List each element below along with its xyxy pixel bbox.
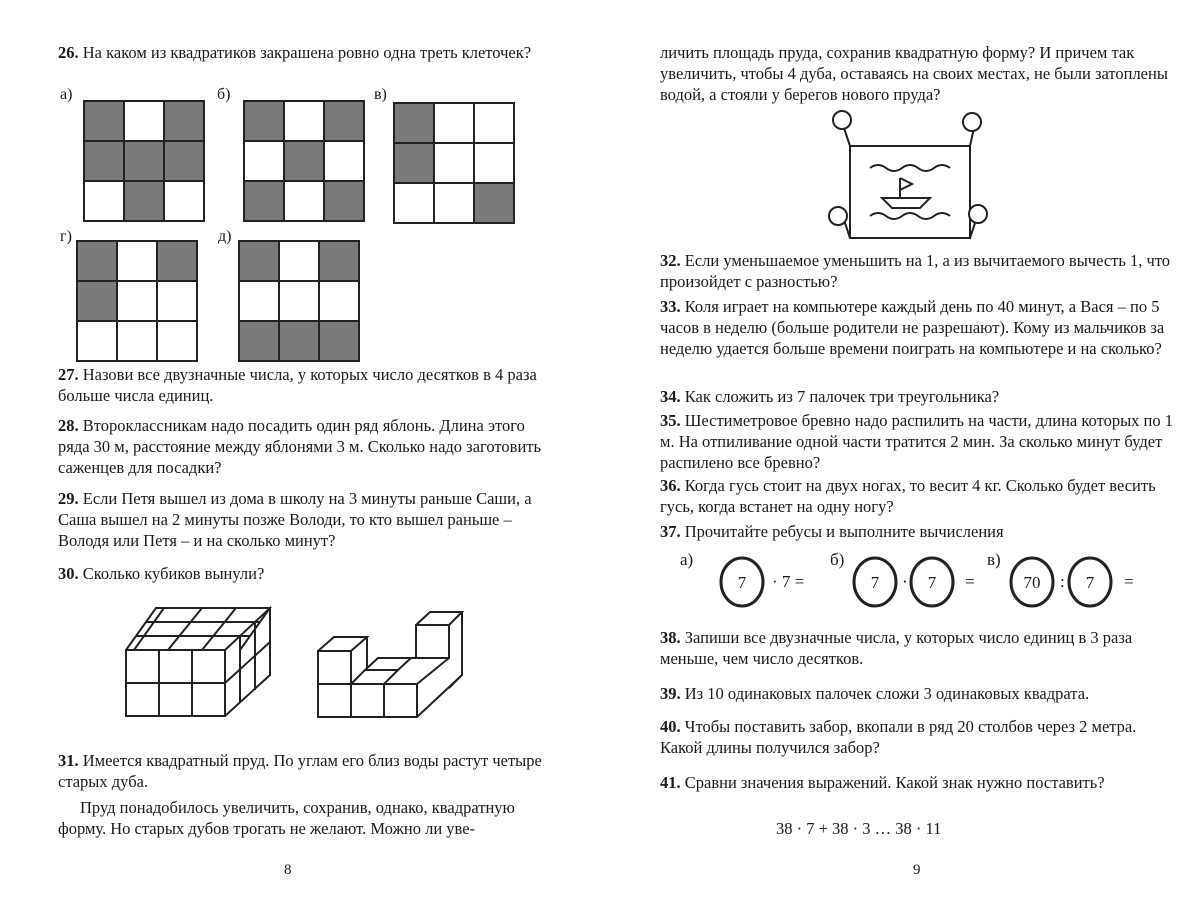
grid-option-d xyxy=(238,240,360,362)
shaded-cell xyxy=(319,241,359,281)
question-text: Чтобы поставить забор, вкопали в ряд 20 столбов через 2 метра. Какой длины получился забор? xyxy=(660,717,1137,757)
shaded-cell xyxy=(279,321,319,361)
question-text: Сравни значения выражений. Какой знак нужно поставить? xyxy=(684,773,1105,792)
question-number: 36. xyxy=(660,476,681,495)
shaded-cell xyxy=(124,181,164,221)
grid-option-a xyxy=(83,100,205,222)
question-26 xyxy=(58,42,548,63)
empty-cell xyxy=(434,103,474,143)
rebus-label-b: б) xyxy=(830,550,845,569)
option-label-g: г) xyxy=(60,228,72,245)
question-text: Второклассникам надо посадить один ряд яблонь. Длина этого ряда 30 м, расстояние между яблонями 3 м. Сколько надо заготовить саженцев для посадки? xyxy=(58,416,542,477)
rebus-operator: = xyxy=(965,572,975,591)
shaded-cell xyxy=(239,321,279,361)
shaded-cell xyxy=(164,101,204,141)
question-36 xyxy=(660,475,1180,517)
question-number: 29. xyxy=(58,489,79,508)
pond-illustration xyxy=(820,108,990,248)
question-text: Коля играет на компьютере каждый день по 40 минут, а Вася – по 5 часов в неделю (больше родители не разрешают). Кому из мальчиков за неделю удается больше времени поиграть на компьютере и на сколько? xyxy=(660,297,1165,358)
question-text: На каком из квадратиков закрашена ровно одна треть клеточек? xyxy=(82,43,532,62)
shaded-cell xyxy=(84,101,124,141)
question-27 xyxy=(58,364,548,406)
question-38 xyxy=(660,627,1180,669)
empty-cell xyxy=(319,281,359,321)
empty-cell xyxy=(164,181,204,221)
grid-option-b xyxy=(243,100,365,222)
question-number: 40. xyxy=(660,717,681,736)
question-31-continued: Пруд понадобилось увеличить, сохранив, однако, квадратную форму. Но старых дубов трогать не желают. Можно ли уве- xyxy=(58,798,515,838)
empty-cell xyxy=(284,181,324,221)
empty-cell xyxy=(324,141,364,181)
question-35 xyxy=(660,410,1180,473)
shaded-cell xyxy=(324,181,364,221)
rebus-circle-value: 70 xyxy=(1023,573,1041,592)
shaded-cell xyxy=(244,101,284,141)
option-label-d: д) xyxy=(218,228,232,245)
empty-cell xyxy=(239,281,279,321)
option-label-v: в) xyxy=(374,86,387,103)
shaded-cell xyxy=(124,141,164,181)
question-number: 34. xyxy=(660,387,681,406)
question-37 xyxy=(660,521,1180,542)
empty-cell xyxy=(157,321,197,361)
empty-cell xyxy=(474,143,514,183)
question-text: Прочитайте ребусы и выполните вычисления xyxy=(684,522,1004,541)
question-number: 26. xyxy=(58,43,79,62)
question-number: 41. xyxy=(660,773,681,792)
grid-option-g xyxy=(76,240,198,362)
rebus-operator: : xyxy=(1060,572,1065,591)
question-34 xyxy=(660,386,1180,407)
page-number-right: 9 xyxy=(913,862,921,878)
rebus-circle-value: 7 xyxy=(1085,573,1095,592)
question-40 xyxy=(660,716,1180,758)
rebus-circle-value: 7 xyxy=(927,573,937,592)
question-number: 39. xyxy=(660,684,681,703)
empty-cell xyxy=(77,321,117,361)
empty-cell xyxy=(474,103,514,143)
question-41 xyxy=(660,772,1180,793)
question-39 xyxy=(660,683,1180,704)
grid-option-v xyxy=(393,102,515,224)
question-text: Как сложить из 7 палочек три треугольника? xyxy=(684,387,1000,406)
question-text: Если Петя вышел из дома в школу на 3 минуты раньше Саши, а Саша вышел на 2 минуты позже Володи, то кто вышел раньше – Володя или Петя – и на сколько минут? xyxy=(58,489,532,550)
question-41-expression: 38 · 7 + 38 · 3 … 38 · 11 xyxy=(776,819,942,838)
rebus-label-a: а) xyxy=(680,550,694,569)
empty-cell xyxy=(244,141,284,181)
shaded-cell xyxy=(284,141,324,181)
empty-cell xyxy=(279,241,319,281)
shaded-cell xyxy=(474,183,514,223)
empty-cell xyxy=(434,183,474,223)
question-number: 37. xyxy=(660,522,681,541)
question-text: Шестиметровое бревно надо распилить на части, длина которых по 1 м. На отпиливание одной части тратится 2 мин. За сколько минут будет распилено все бревно? xyxy=(660,411,1173,472)
empty-cell xyxy=(434,143,474,183)
empty-cell xyxy=(124,101,164,141)
rebus-circle-value: 7 xyxy=(870,573,880,592)
question-number: 33. xyxy=(660,297,681,316)
empty-cell xyxy=(279,281,319,321)
cubes-illustration xyxy=(110,600,480,725)
question-32 xyxy=(660,250,1180,292)
question-number: 32. xyxy=(660,251,681,270)
question-text: Назови все двузначные числа, у которых число десятков в 4 раза больше числа единиц. xyxy=(58,365,537,405)
empty-cell xyxy=(117,281,157,321)
rebus-operator: · xyxy=(902,572,908,591)
empty-cell xyxy=(394,183,434,223)
question-number: 35. xyxy=(660,411,681,430)
shaded-cell xyxy=(164,141,204,181)
question-text: Если уменьшаемое уменьшить на 1, а из вычитаемого вычесть 1, что произойдет с разностью? xyxy=(660,251,1171,291)
shaded-cell xyxy=(394,103,434,143)
shaded-cell xyxy=(84,141,124,181)
shaded-cell xyxy=(157,241,197,281)
empty-cell xyxy=(157,281,197,321)
shaded-cell xyxy=(244,181,284,221)
shaded-cell xyxy=(324,101,364,141)
rebus-circle-value: 7 xyxy=(737,573,747,592)
question-31 xyxy=(58,750,548,792)
rebus-expression: · 7 = xyxy=(772,572,805,591)
page-number-left: 8 xyxy=(284,862,292,878)
question-number: 27. xyxy=(58,365,79,384)
empty-cell xyxy=(117,321,157,361)
shaded-cell xyxy=(239,241,279,281)
question-33 xyxy=(660,296,1180,359)
question-31-tail: личить площадь пруда, сохранив квадратную форму? И причем так увеличить, чтобы 4 дуба, оставаясь на своих местах, не были затоплены водой, а стояли у берегов нового пруда? xyxy=(660,43,1168,104)
question-text: Из 10 одинаковых палочек сложи 3 одинаковых квадрата. xyxy=(684,684,1090,703)
question-text: Когда гусь стоит на двух ногах, то весит 4 кг. Сколько будет весить гусь, когда встанет на одну ногу? xyxy=(660,476,1156,516)
empty-cell xyxy=(84,181,124,221)
option-label-b: б) xyxy=(217,86,231,103)
question-text: Запиши все двузначные числа, у которых число единиц в 3 раза меньше, чем число десятков. xyxy=(660,628,1133,668)
question-text: Сколько кубиков вынули? xyxy=(82,564,265,583)
empty-cell xyxy=(117,241,157,281)
question-number: 30. xyxy=(58,564,79,583)
shaded-cell xyxy=(394,143,434,183)
rebus-operator: = xyxy=(1124,572,1134,591)
shaded-cell xyxy=(77,281,117,321)
empty-cell xyxy=(284,101,324,141)
shaded-cell xyxy=(319,321,359,361)
question-29 xyxy=(58,488,548,551)
rebus-label-c: в) xyxy=(987,550,1001,569)
question-number: 28. xyxy=(58,416,79,435)
question-28 xyxy=(58,415,548,478)
question-number: 31. xyxy=(58,751,79,770)
question-number: 38. xyxy=(660,628,681,647)
shaded-cell xyxy=(77,241,117,281)
option-label-a: а) xyxy=(60,86,73,103)
question-30 xyxy=(58,563,548,584)
question-text: Имеется квадратный пруд. По углам его близ воды растут четыре старых дуба. xyxy=(58,751,542,791)
rebus-row xyxy=(680,545,1160,620)
